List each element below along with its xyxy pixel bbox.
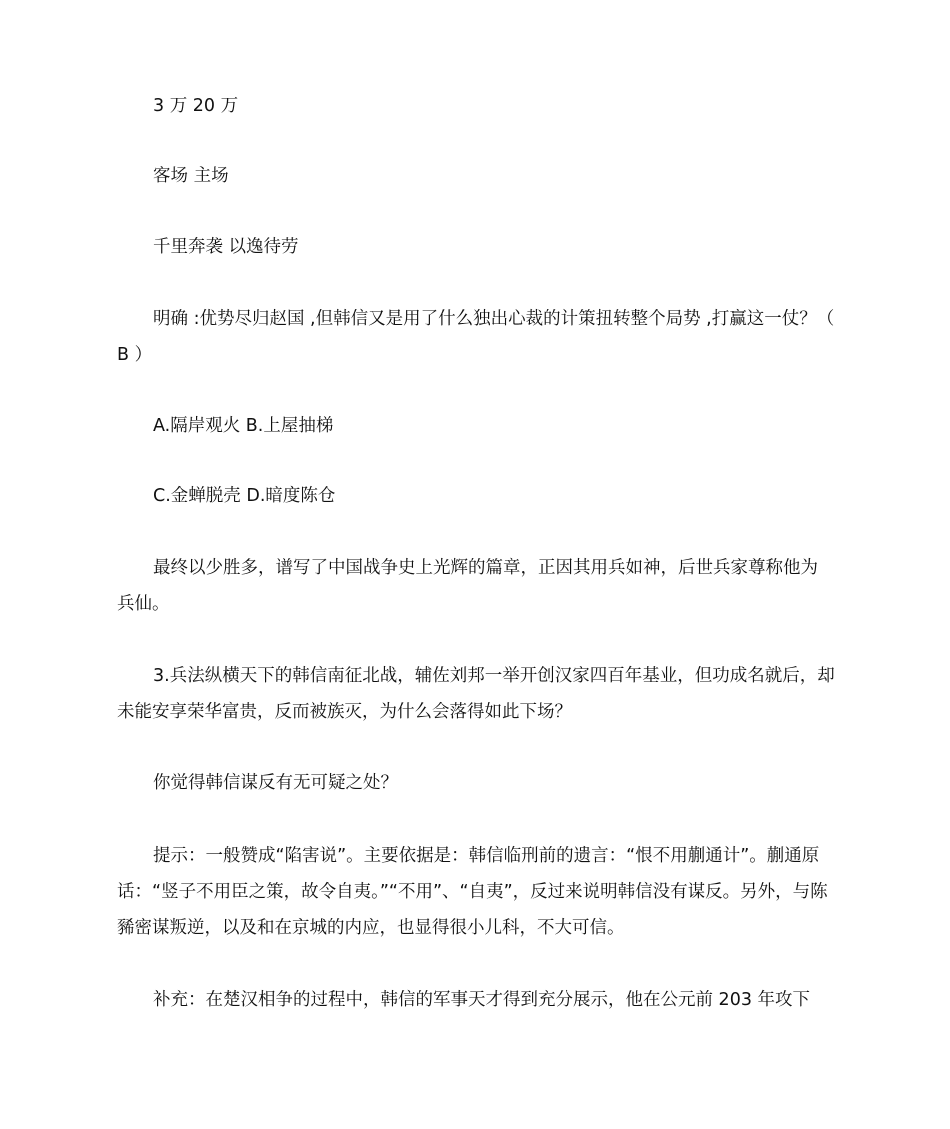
paragraph-conclusion: 最终以少胜多，谱写了中国战争史上光辉的篇章，正因其用兵如神，后世兵家尊称他为兵仙。 <box>117 558 818 614</box>
paragraph-question-3: 3.兵法纵横天下的韩信南征北战，辅佐刘邦一举开创汉家四百年基业，但功成名就后，却未能安享荣华富贵，反而被族灭，为什么会落得如此下场？ <box>117 666 835 722</box>
paragraph-doubt-question: 你觉得韩信谋反有无可疑之处？ <box>153 773 398 793</box>
paragraph-home-away: 客场 主场 <box>153 166 229 186</box>
paragraph-options-ab: A.隔岸观火 B.上屋抽梯 <box>153 416 334 436</box>
paragraph-supplement: 补充：在楚汉相争的过程中，韩信的军事天才得到充分展示，他在公元前 203 年攻下 <box>153 990 811 1010</box>
paragraph-options-cd: C.金蝉脱壳 D.暗度陈仓 <box>153 486 336 506</box>
paragraph-question: 明确 :优势尽归赵国 ,但韩信又是用了什么独出心裁的计策扭转整个局势 ,打赢这一仗？（ B ） <box>117 309 835 365</box>
paragraph-tactics-contrast: 千里奔袭 以逸待劳 <box>153 237 299 257</box>
paragraph-troop-numbers: 3 万 20 万 <box>153 96 239 116</box>
paragraph-hint: 提示：一般赞成“陷害说”。主要依据是：韩信临刑前的遗言：“恨不用蒯通计”。蒯通原话：“竖子不用臣之策，故令自夷。”“不用”、“自夷”，反过来说明韩信没有谋反。另外，与陈豨密谋叛逆，以及和在京城的内应，也显得很小儿科，不大可信。 <box>117 846 828 938</box>
